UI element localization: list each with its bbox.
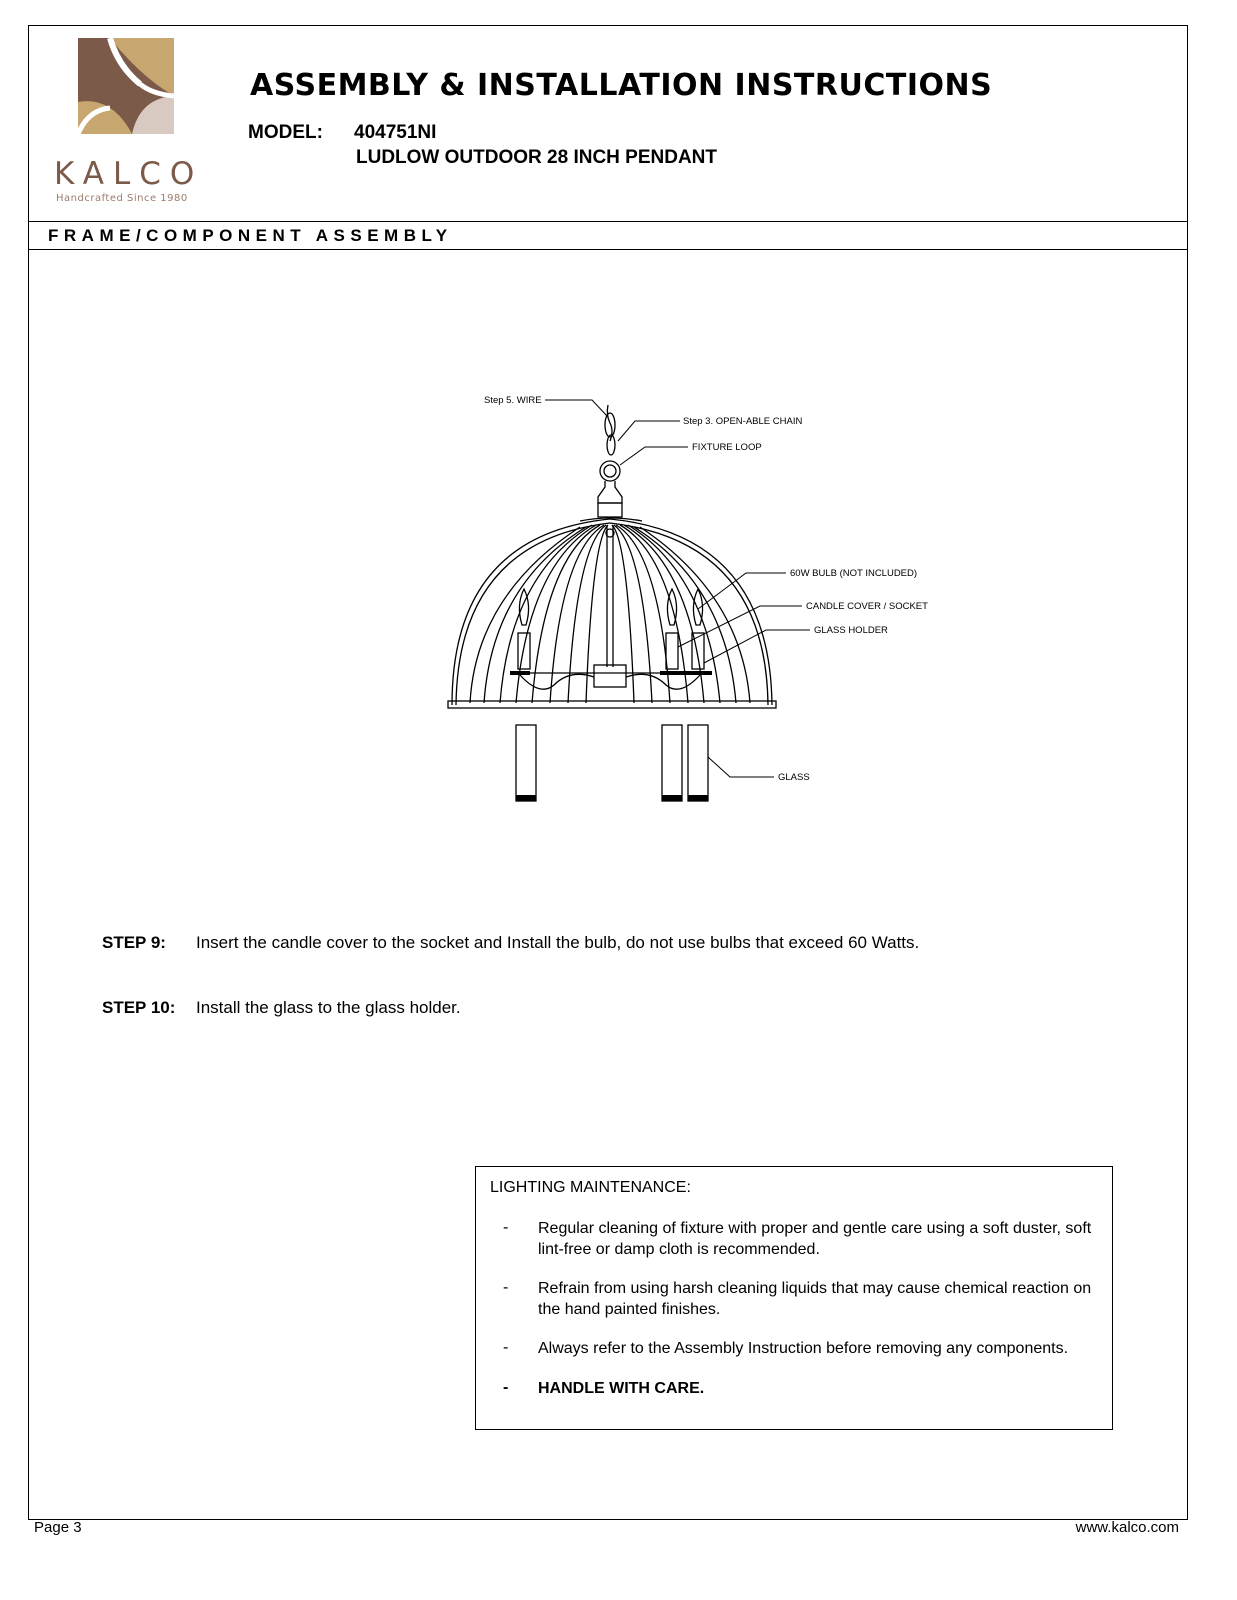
maintenance-bullet: -: [503, 1379, 509, 1396]
maintenance-item: Refrain from using harsh cleaning liquids that may cause chemical reaction on the hand painted finishes.: [538, 1280, 1092, 1318]
maintenance-box: [475, 1166, 1113, 1430]
maintenance-title: LIGHTING MAINTENANCE:: [490, 1179, 691, 1196]
callout-chain: Step 3. OPEN-ABLE CHAIN: [683, 416, 803, 427]
step-10-text: Install the glass to the glass holder.: [196, 998, 461, 1017]
maintenance-item-handle-with-care: HANDLE WITH CARE.: [538, 1380, 705, 1397]
section-divider: [29, 249, 1187, 250]
section-title: FRAME/COMPONENT ASSEMBLY: [48, 226, 453, 245]
maintenance-item: Regular cleaning of fixture with proper and gentle care using a soft duster, soft lint-free or damp cloth is recommended.: [538, 1220, 1092, 1258]
step-9-text: Insert the candle cover to the socket and Install the bulb, do not use bulbs that exceed 60 Watts.: [196, 933, 920, 952]
model-label: MODEL:: [248, 122, 323, 143]
model-number: 404751NI: [354, 122, 437, 143]
callout-bulb: 60W BULB (NOT INCLUDED): [790, 568, 918, 579]
callout-candle-cover: CANDLE COVER / SOCKET: [806, 601, 928, 612]
maintenance-item: Always refer to the Assembly Instruction before removing any components.: [538, 1340, 1069, 1357]
callout-fixture-loop: FIXTURE LOOP: [692, 442, 762, 453]
pendant-diagram: [430, 385, 950, 815]
callout-wire: Step 5. WIRE: [484, 395, 542, 406]
step-9-label: STEP 9:: [102, 933, 166, 952]
brand-tagline: Handcrafted Since 1980: [56, 193, 188, 204]
callout-glass: GLASS: [778, 772, 810, 783]
callout-glass-holder: GLASS HOLDER: [814, 625, 888, 636]
step-10-label: STEP 10:: [102, 998, 176, 1017]
header-divider: [29, 221, 1187, 222]
maintenance-bullet: -: [503, 1339, 509, 1356]
maintenance-bullet: -: [503, 1279, 509, 1296]
maintenance-bullet: -: [503, 1219, 509, 1236]
model-name: LUDLOW OUTDOOR 28 INCH PENDANT: [356, 147, 717, 168]
page-title: ASSEMBLY & INSTALLATION INSTRUCTIONS: [250, 68, 993, 103]
website-link[interactable]: www.kalco.com: [1075, 1519, 1179, 1536]
page-number: Page 3: [34, 1519, 82, 1536]
brand-name: KALCO: [54, 156, 204, 192]
